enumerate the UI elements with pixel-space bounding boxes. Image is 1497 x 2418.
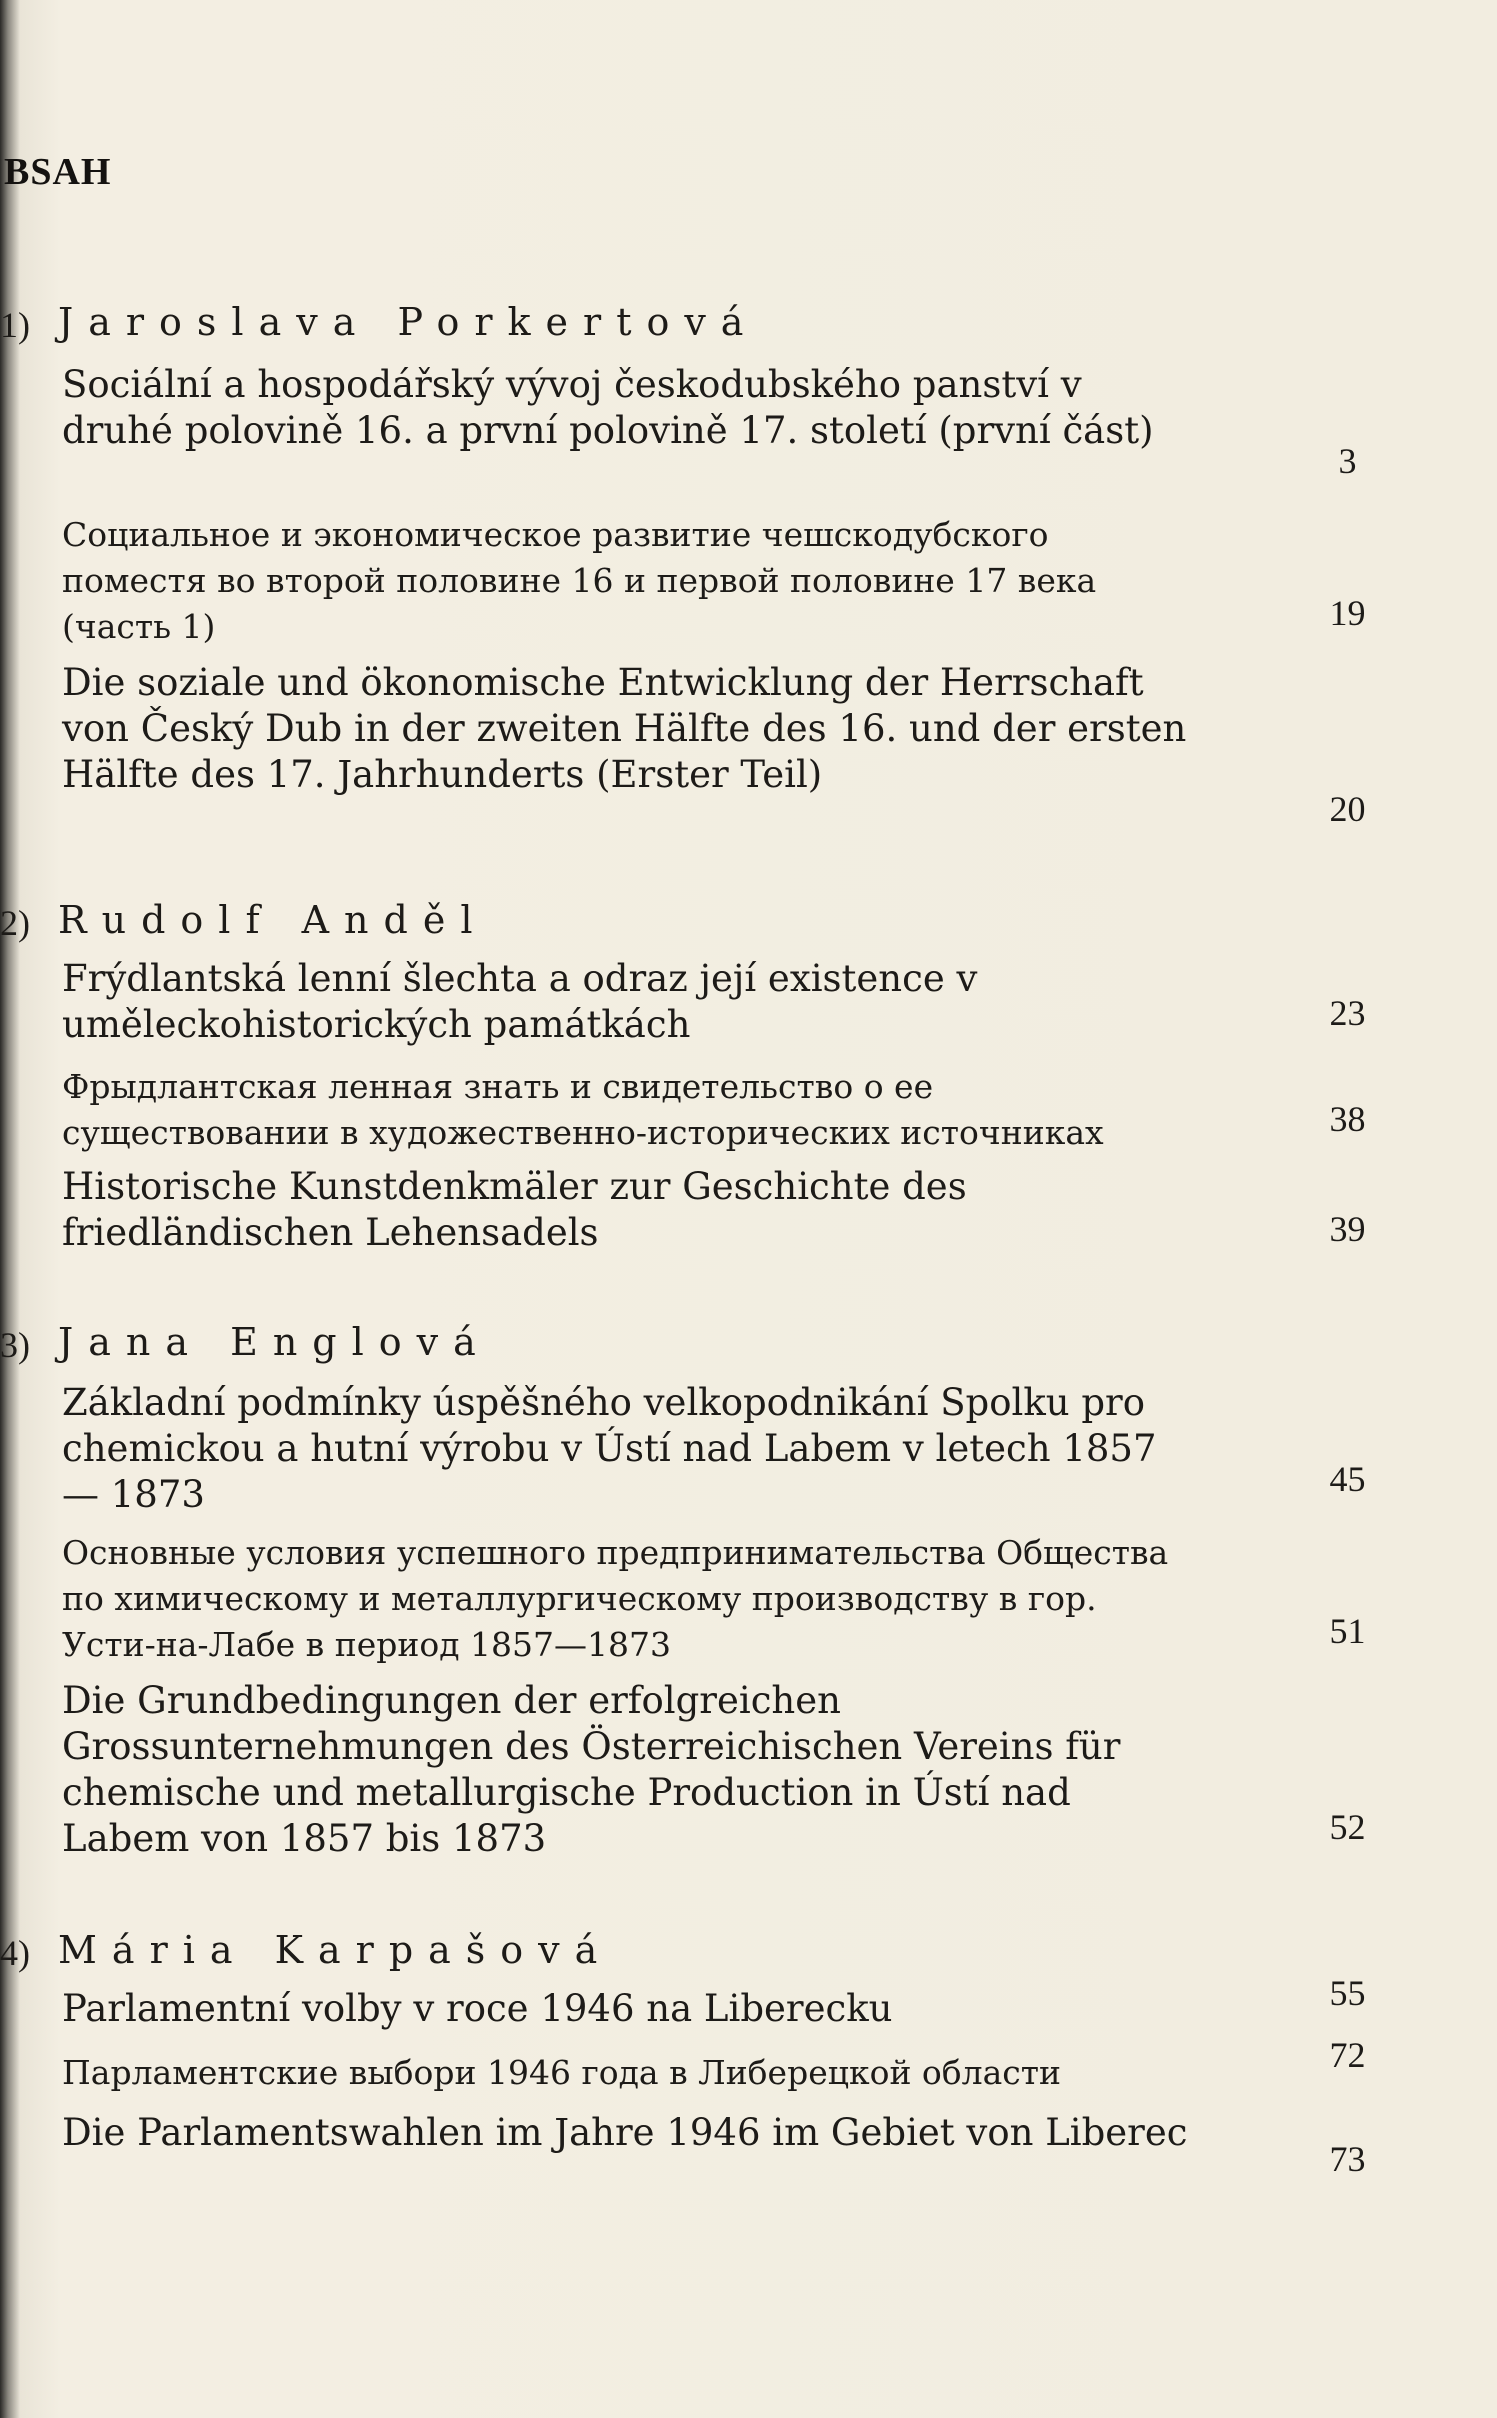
entry-title: Parlamentní volby v roce 1946 na Liberecku: [62, 1987, 893, 2030]
entry-title: Парламентские выбори 1946 года в Либерецкой области: [62, 2053, 1062, 2092]
page-number: 51: [1329, 1611, 1366, 1651]
toc-entry: [62, 362, 1192, 454]
entry-title: Фрыдлантская ленная знать и свидетельство о ее существовании в художественно-исторических источниках: [62, 1067, 1104, 1152]
toc-entry: [62, 660, 1192, 798]
entry-title: Основные условия успешного предпринимательства Общества по химическому и металлургическому производству в гор. Усти-на-Лабе в период 1857—1873: [62, 1533, 1169, 1664]
entry-title: Sociální a hospodářský vývoj českodubského panství v druhé polovině 16. a první polovině 17. století (první část): [62, 363, 1154, 452]
toc-entry: [62, 1064, 1192, 1156]
section-number: 2): [0, 903, 30, 943]
toc-entry: [62, 956, 1192, 1048]
page-number: 39: [1329, 1209, 1366, 1249]
toc-entry: [62, 1678, 1192, 1862]
author-name: Mária Karpašová: [58, 1928, 613, 1972]
author-name: Rudolf Anděl: [58, 898, 488, 942]
page-number: 20: [1329, 789, 1366, 829]
page-number: 72: [1329, 2035, 1366, 2075]
page-number: 3: [1338, 441, 1357, 481]
entry-title: Základní podmínky úspěšného velkopodnikání Spolku pro chemickou a hutní výrobu v Ústí nad Labem v letech 1857 — 1873: [62, 1381, 1157, 1516]
section-number: 1): [0, 305, 30, 345]
toc-entry: [62, 2110, 1192, 2156]
toc-entry: [62, 2050, 1192, 2096]
entry-title: Die Grundbedingungen der erfolgreichen Grossunternehmungen des Österreichischen Vereins für chemische und metallurgische Production in Ústí nad Labem von 1857 bis 1873: [62, 1679, 1121, 1860]
author-name: Jana Englová: [58, 1320, 491, 1364]
page-number: 52: [1329, 1807, 1366, 1847]
section-number: 4): [0, 1933, 30, 1973]
author-name: Jaroslava Porkertová: [58, 300, 759, 344]
toc-entry: [62, 1380, 1192, 1518]
section-number: 3): [0, 1325, 30, 1365]
page-number: 45: [1329, 1459, 1366, 1499]
entry-title: Социальное и экономическое развитие чешскодубского поместя во второй половине 16 и первой половине 17 века (часть 1): [62, 515, 1097, 646]
page-title: BSAH: [4, 151, 112, 193]
page-number: 38: [1329, 1099, 1366, 1139]
entry-title: Historische Kunstdenkmäler zur Geschichte des friedländischen Lehensadels: [62, 1165, 967, 1254]
entry-title: Frýdlantská lenní šlechta a odraz její existence v uměleckohistorických památkách: [62, 957, 978, 1046]
entry-title: Die Parlamentswahlen im Jahre 1946 im Gebiet von Liberec: [62, 2111, 1188, 2154]
toc-entry: [62, 1530, 1192, 1668]
toc-entry: [62, 1986, 1192, 2032]
page-number: 23: [1329, 993, 1366, 1033]
page-number: 55: [1329, 1973, 1366, 2013]
toc-entry: [62, 512, 1192, 650]
page-number: 19: [1329, 593, 1366, 633]
toc-entry: [62, 1164, 1192, 1256]
page-number: 73: [1329, 2139, 1366, 2179]
entry-title: Die soziale und ökonomische Entwicklung der Herrschaft von Český Dub in der zweiten Hälfte des 16. und der ersten Hälfte des 17. Jahrhunderts (Erster Teil): [62, 661, 1187, 796]
